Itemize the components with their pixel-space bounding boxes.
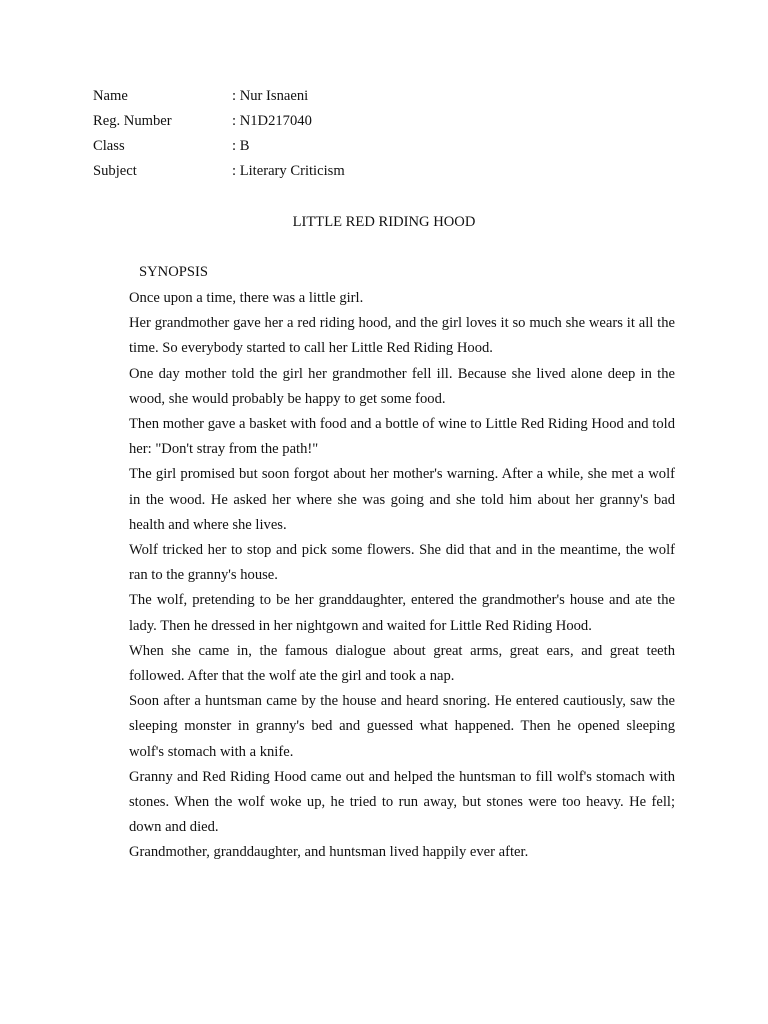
paragraph: Then mother gave a basket with food and a bottle of wine to Little Red Riding Hood and told her: "Don't stray from the path!" bbox=[129, 416, 675, 458]
info-label: Subject bbox=[93, 163, 137, 179]
student-info-block bbox=[93, 86, 693, 186]
info-row-reg-number bbox=[93, 111, 693, 136]
paragraph: Soon after a huntsman came by the house and heard snoring. He entered cautiously, saw the sleeping monster in granny's bed and guessed what happened. Then he opened sleeping wolf's stomach with a knife. bbox=[129, 693, 675, 760]
document-title: LITTLE RED RIDING HOOD bbox=[292, 214, 476, 230]
synopsis-body bbox=[129, 286, 675, 866]
paragraph: Her grandmother gave her a red riding hood, and the girl loves it so much she wears it all the time. So everybody started to call her Little Red Riding Hood. bbox=[129, 315, 675, 357]
section-heading: SYNOPSIS bbox=[139, 264, 208, 280]
paragraph: When she came in, the famous dialogue about great arms, great ears, and great teeth followed. After that the wolf ate the girl and took a nap. bbox=[129, 642, 675, 685]
info-value: : Literary Criticism bbox=[232, 163, 345, 179]
info-label: Name bbox=[93, 88, 128, 104]
info-value: : B bbox=[232, 138, 250, 154]
info-label: Class bbox=[93, 138, 125, 154]
info-row-subject bbox=[93, 161, 693, 186]
info-row-name bbox=[93, 86, 693, 111]
paragraph: The wolf, pretending to be her granddaughter, entered the grandmother's house and ate the lady. Then he dressed in her nightgown and waited for Little Red Riding Hood. bbox=[129, 592, 675, 634]
info-value: : N1D217040 bbox=[232, 113, 312, 129]
paragraph: Wolf tricked her to stop and pick some flowers. She did that and in the meantime, the wolf ran to the granny's house. bbox=[129, 542, 675, 584]
paragraph: Once upon a time, there was a little girl. bbox=[129, 290, 364, 306]
info-label: Reg. Number bbox=[93, 113, 172, 129]
info-row-class bbox=[93, 136, 693, 161]
info-value: : Nur Isnaeni bbox=[232, 88, 309, 104]
paragraph: The girl promised but soon forgot about her mother's warning. After a while, she met a wolf in the wood. He asked her where she was going and she told him about her granny's bad health and where she lives. bbox=[129, 466, 675, 533]
paragraph: One day mother told the girl her grandmother fell ill. Because she lived alone deep in the wood, she would probably be happy to get some food. bbox=[129, 365, 675, 407]
paragraph: Granny and Red Riding Hood came out and helped the huntsman to fill wolf's stomach with stones. When the wolf woke up, he tried to run away, but stones were too heavy. He fell; down and died. bbox=[129, 768, 675, 836]
paragraph: Grandmother, granddaughter, and huntsman lived happily ever after. bbox=[129, 844, 529, 861]
